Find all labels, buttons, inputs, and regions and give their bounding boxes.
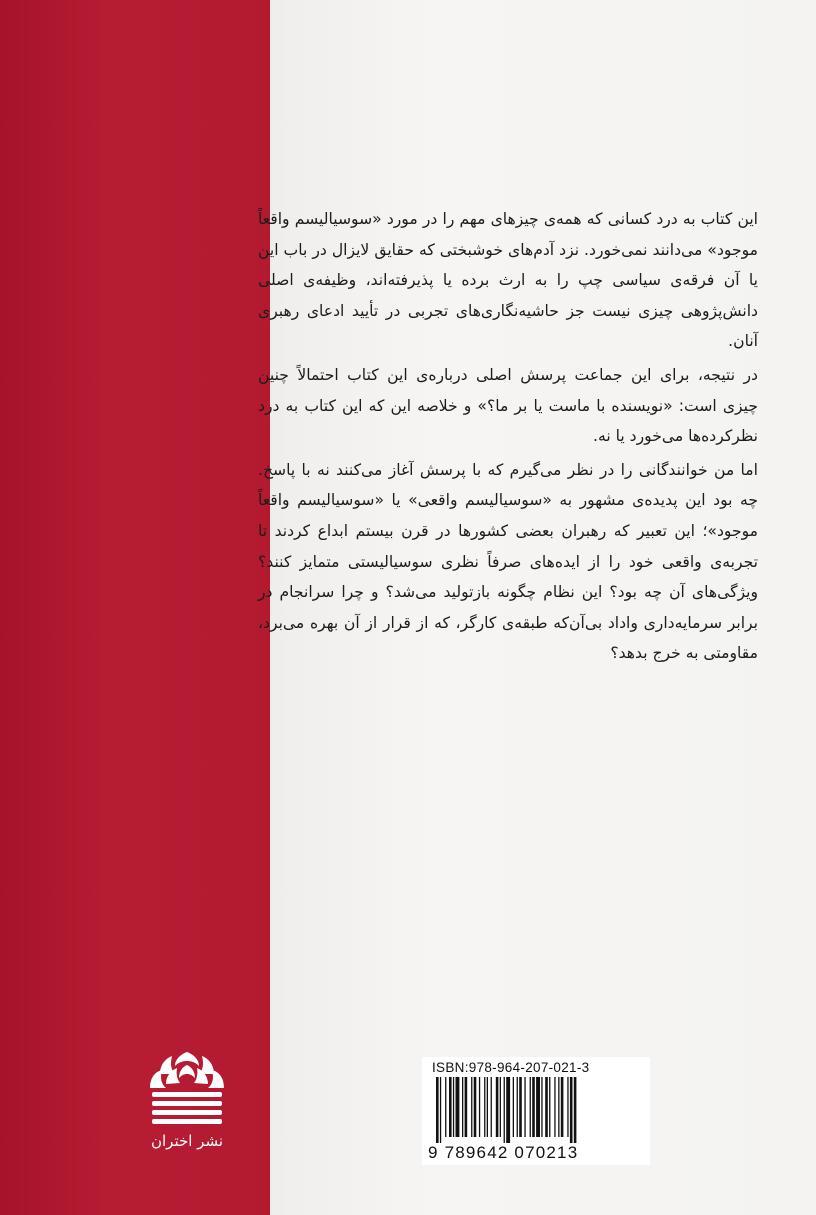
barcode-bar xyxy=(462,1077,463,1137)
barcode-bar xyxy=(504,1077,505,1143)
barcode-bar xyxy=(479,1077,480,1137)
blurb-paragraph-2: در نتیجه، برای این جماعت پرسش اصلی درباره‌ی این کتاب احتمالاً چنین چیزی است: «نویسنده با ماست یا بر ما؟» و خلاصه این که این کتاب به درد نظرکرده‌ها می‌خورد یا نه. xyxy=(258,365,758,446)
barcode-bar xyxy=(549,1077,550,1137)
barcode-bar xyxy=(545,1077,548,1137)
barcode-bar xyxy=(484,1077,485,1137)
barcode-bar xyxy=(471,1077,472,1137)
publisher-block xyxy=(112,1052,262,1150)
barcode-bar xyxy=(436,1077,439,1143)
barcode-bar xyxy=(536,1077,540,1137)
blurb-paragraph-3: اما من خوانندگانی را در نظر می‌گیرم که با پرسش آغاز می‌کنند نه با پاسخ. چه بود این پدیده‌ی مشهور به «سوسیالیسم واقعی» یا «سوسیالیسم واقعاً موجود»؛ این تعبیر که رهبران بعضی کشورها در قرن بیستم ابداع کردند تا تجربه‌ی واقعی خود را از ایده‌های صرفاً نظری سوسیالیستی متمایز کنند؟ ویژگی‌های آن چه بود؟ این نظام چگونه بازتولید می‌شد؟ و چرا سرانجام در برابر سرمایه‌داری واداد بی‌آن‌که طبقه‌ی کارگر، که از قرار از آن بهره می‌برد، مقاومتی به خرج بدهد؟ xyxy=(258,460,758,663)
barcode-digits: 9 789642 070213 xyxy=(428,1143,579,1162)
back-cover-blurb xyxy=(258,204,758,669)
barcode-bar xyxy=(496,1077,499,1137)
barcode-bar xyxy=(517,1077,518,1137)
barcode-bar xyxy=(554,1077,555,1137)
barcode-bar xyxy=(465,1077,468,1137)
barcode-bar xyxy=(500,1077,501,1137)
isbn-label: ISBN:978-964-207-021-3 xyxy=(432,1060,590,1075)
flower-logo-icon xyxy=(148,1052,226,1128)
barcode-bar xyxy=(519,1077,522,1137)
isbn-barcode xyxy=(422,1057,650,1165)
barcode-bar xyxy=(532,1077,535,1137)
barcode-bar xyxy=(440,1077,441,1143)
barcode-bar xyxy=(506,1077,510,1143)
blurb-paragraph-1: این کتاب به درد کسانی که همه‌ی چیزهای مهم را در مورد «سوسیالیسم واقعاً موجود» می‌دانند نمی‌خورد. نزد آدم‌های خوشبختی که حقایق لایزال در باب این یا آن فرقه‌ی سیاسی چپ را به ارث برده یا پذیرفته‌اند، وظیفه‌ی اصلی دانش‌پژوهی چیزی نیست جز حاشیه‌نگاری‌های تجربی در تأیید ادعای رهبری آنان. xyxy=(258,210,758,351)
barcode-bar xyxy=(570,1077,573,1143)
barcode-bar xyxy=(567,1077,568,1137)
barcode-bar xyxy=(558,1077,559,1137)
barcode-bar xyxy=(513,1077,514,1137)
barcode-bar xyxy=(449,1077,452,1137)
barcode-bar xyxy=(456,1077,460,1137)
red-spine-band xyxy=(0,0,270,1215)
publisher-name: نشر اختران xyxy=(150,1132,224,1150)
barcode-bars xyxy=(434,1077,638,1143)
barcode-bar xyxy=(524,1077,525,1137)
barcode-bar xyxy=(453,1077,454,1137)
barcode-bar xyxy=(561,1077,564,1137)
barcode-bar xyxy=(491,1077,492,1137)
barcode-bar xyxy=(445,1077,446,1137)
barcode-bar xyxy=(474,1077,477,1137)
barcode-bar xyxy=(530,1077,531,1137)
barcode-bar xyxy=(487,1077,488,1137)
barcode-bar xyxy=(574,1077,577,1143)
barcode-bar xyxy=(541,1077,542,1137)
